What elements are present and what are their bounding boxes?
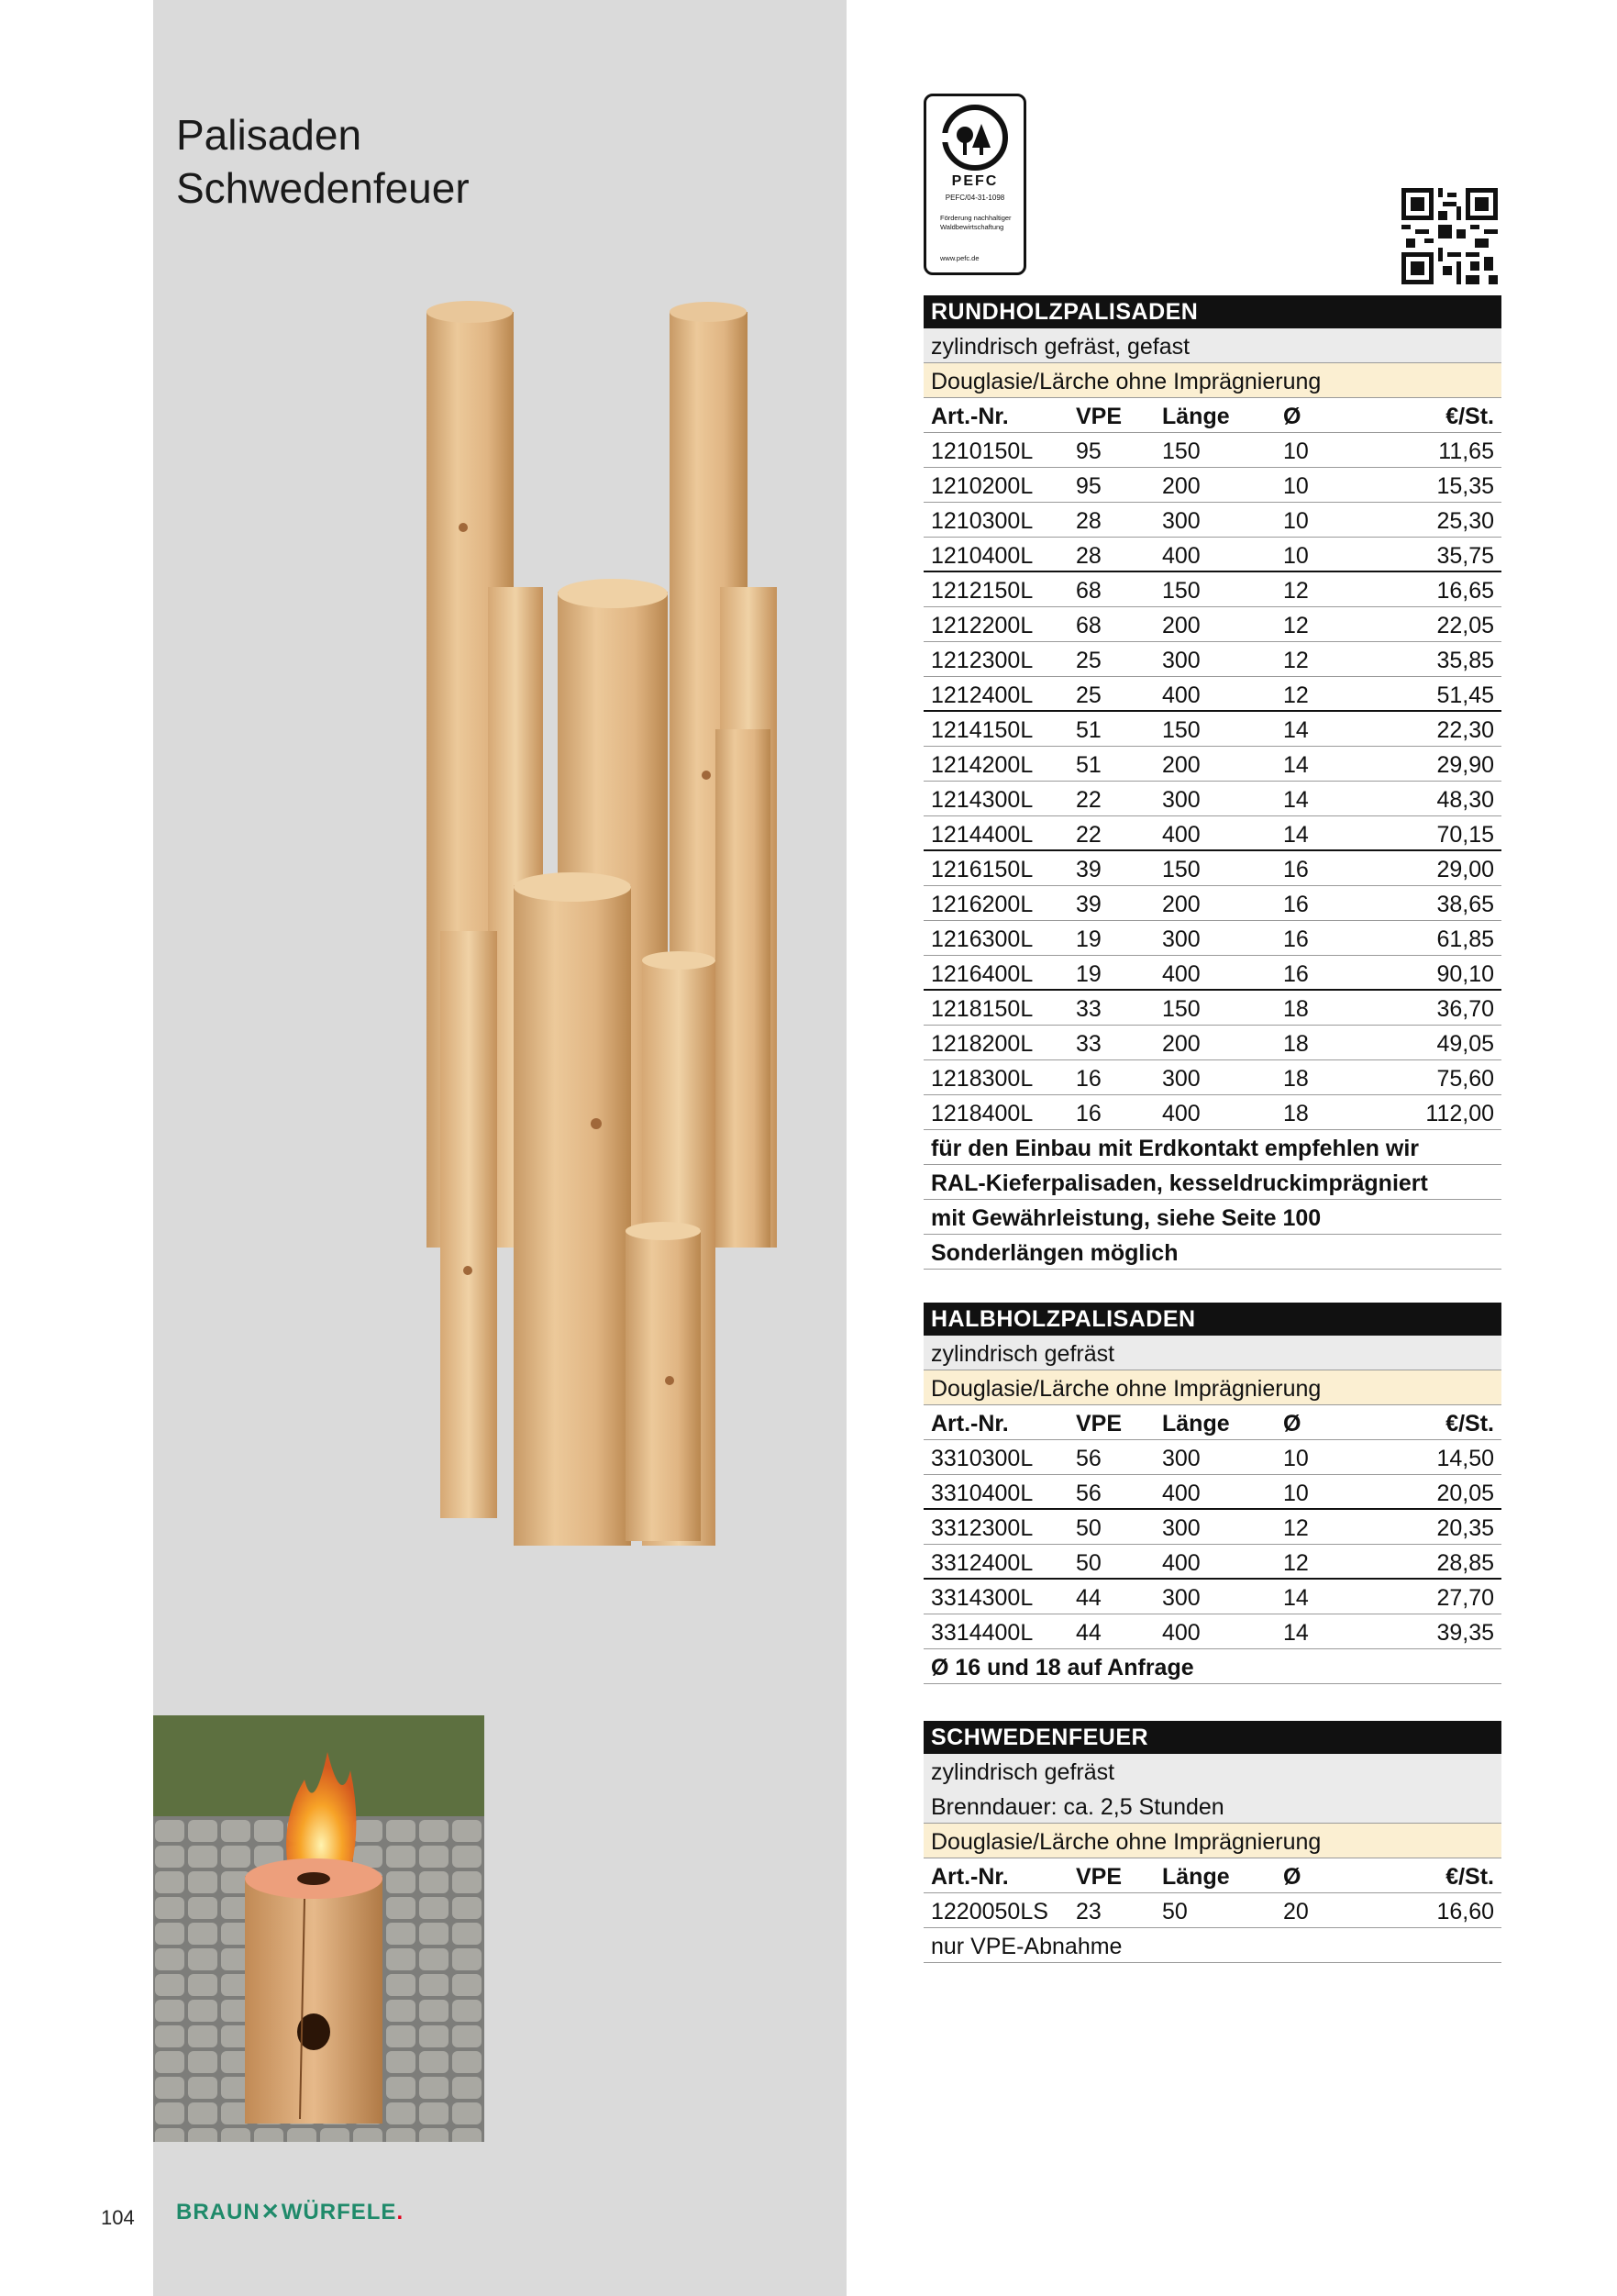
table-note bbox=[924, 1130, 1501, 1165]
table-cell: 200 bbox=[1162, 613, 1201, 638]
table-cell: 19 bbox=[1076, 961, 1102, 987]
table-cell: 1212300L bbox=[931, 648, 1034, 673]
table-cell: 400 bbox=[1162, 822, 1201, 848]
table-cell: 19 bbox=[1076, 926, 1102, 952]
table-cell: 300 bbox=[1162, 1446, 1201, 1471]
table-cell: 28 bbox=[1076, 508, 1102, 534]
table-cell: 12 bbox=[1283, 613, 1309, 638]
table-cell: 14 bbox=[1283, 822, 1309, 848]
rundholz-table bbox=[924, 295, 1501, 1270]
table-row bbox=[924, 991, 1501, 1026]
table-cell: 300 bbox=[1162, 508, 1201, 534]
table-cell: 300 bbox=[1162, 648, 1201, 673]
table-cell: 150 bbox=[1162, 717, 1201, 743]
table-cell: 12 bbox=[1283, 648, 1309, 673]
table-row bbox=[924, 921, 1501, 956]
table-cell: 3314300L bbox=[931, 1585, 1034, 1611]
schwedenfeuer-title: SCHWEDENFEUER bbox=[924, 1721, 1501, 1754]
table-cell: 16,65 bbox=[1436, 578, 1494, 604]
table-row bbox=[924, 816, 1501, 851]
table-cell: 16 bbox=[1283, 926, 1309, 952]
table-cell: 51 bbox=[1076, 752, 1102, 778]
pefc-badge bbox=[924, 94, 1026, 275]
table-cell: 400 bbox=[1162, 682, 1201, 708]
qr-code-icon bbox=[1401, 188, 1498, 284]
table-cell: 48,30 bbox=[1436, 787, 1494, 813]
table-cell: 39 bbox=[1076, 857, 1102, 882]
halbholz-rows bbox=[924, 1440, 1501, 1649]
table-note bbox=[924, 1200, 1501, 1235]
note-text: RAL-Kieferpalisaden, kesseldruckimprägniert bbox=[931, 1170, 1428, 1196]
table-cell: 39,35 bbox=[1436, 1620, 1494, 1646]
table-cell: 33 bbox=[1076, 1031, 1102, 1057]
table-cell: 150 bbox=[1162, 438, 1201, 464]
table-cell: 14 bbox=[1283, 1585, 1309, 1611]
table-cell: 29,00 bbox=[1436, 857, 1494, 882]
rundholz-rows bbox=[924, 433, 1501, 1130]
table-row bbox=[924, 538, 1501, 572]
table-cell: 20,35 bbox=[1436, 1515, 1494, 1541]
table-cell: 1210400L bbox=[931, 543, 1034, 569]
schwedenfeuer-rows bbox=[924, 1893, 1501, 1928]
note-text: Ø 16 und 18 auf Anfrage bbox=[931, 1655, 1194, 1680]
table-cell: 28 bbox=[1076, 543, 1102, 569]
rundholz-column-header: Art.-Nr. VPE Länge Ø €/St. bbox=[924, 398, 1501, 433]
table-row bbox=[924, 851, 1501, 886]
table-cell: 400 bbox=[1162, 1101, 1201, 1126]
table-cell: 14 bbox=[1283, 717, 1309, 743]
halbholz-column-header: Art.-Nr. VPE Länge Ø €/St. bbox=[924, 1405, 1501, 1440]
table-row bbox=[924, 1510, 1501, 1545]
table-cell: 75,60 bbox=[1436, 1066, 1494, 1092]
table-row bbox=[924, 886, 1501, 921]
table-row bbox=[924, 677, 1501, 712]
table-cell: 14 bbox=[1283, 1620, 1309, 1646]
table-cell: 3312400L bbox=[931, 1550, 1034, 1576]
table-note bbox=[924, 1649, 1501, 1684]
table-note bbox=[924, 1165, 1501, 1200]
halbholz-desc: zylindrisch gefräst bbox=[924, 1336, 1501, 1370]
table-cell: 12 bbox=[1283, 1550, 1309, 1576]
table-cell: 29,90 bbox=[1436, 752, 1494, 778]
table-row bbox=[924, 1893, 1501, 1928]
table-cell: 1218400L bbox=[931, 1101, 1034, 1126]
table-cell: 90,10 bbox=[1436, 961, 1494, 987]
table-cell: 200 bbox=[1162, 752, 1201, 778]
table-cell: 16 bbox=[1283, 892, 1309, 917]
halbholz-table bbox=[924, 1303, 1501, 1684]
table-cell: 12 bbox=[1283, 682, 1309, 708]
table-cell: 38,65 bbox=[1436, 892, 1494, 917]
table-cell: 300 bbox=[1162, 1515, 1201, 1541]
table-cell: 10 bbox=[1283, 473, 1309, 499]
table-cell: 400 bbox=[1162, 961, 1201, 987]
table-row bbox=[924, 572, 1501, 607]
table-cell: 95 bbox=[1076, 438, 1102, 464]
table-row bbox=[924, 956, 1501, 991]
table-cell: 150 bbox=[1162, 578, 1201, 604]
table-cell: 1216400L bbox=[931, 961, 1034, 987]
table-cell: 68 bbox=[1076, 578, 1102, 604]
brand-left: BRAUN bbox=[176, 2200, 260, 2224]
schwedenfeuer-wood: Douglasie/Lärche ohne Imprägnierung bbox=[924, 1824, 1501, 1858]
table-cell: 35,75 bbox=[1436, 543, 1494, 569]
table-cell: 3310400L bbox=[931, 1481, 1034, 1506]
table-cell: 1218150L bbox=[931, 996, 1034, 1022]
note-text: mit Gewährleistung, siehe Seite 100 bbox=[931, 1205, 1322, 1231]
rundholz-wood: Douglasie/Lärche ohne Imprägnierung bbox=[924, 363, 1501, 398]
table-cell: 1210150L bbox=[931, 438, 1034, 464]
title-line-1: Palisaden bbox=[176, 111, 362, 159]
table-cell: 18 bbox=[1283, 1031, 1309, 1057]
table-row bbox=[924, 468, 1501, 503]
schwedenfeuer-burn-time: Brenndauer: ca. 2,5 Stunden bbox=[924, 1789, 1501, 1824]
table-cell: 33 bbox=[1076, 996, 1102, 1022]
table-cell: 50 bbox=[1076, 1550, 1102, 1576]
schwedenfeuer-desc: zylindrisch gefräst bbox=[924, 1754, 1501, 1789]
table-cell: 18 bbox=[1283, 1101, 1309, 1126]
table-cell: 3314400L bbox=[931, 1620, 1034, 1646]
table-cell: 23 bbox=[1076, 1899, 1102, 1924]
table-cell: 400 bbox=[1162, 1620, 1201, 1646]
table-cell: 18 bbox=[1283, 1066, 1309, 1092]
page-number: 104 bbox=[101, 2206, 135, 2229]
table-cell: 16 bbox=[1283, 857, 1309, 882]
table-cell: 51 bbox=[1076, 717, 1102, 743]
table-row bbox=[924, 503, 1501, 538]
table-row bbox=[924, 747, 1501, 782]
table-cell: 18 bbox=[1283, 996, 1309, 1022]
table-cell: 49,05 bbox=[1436, 1031, 1494, 1057]
title-line-2: Schwedenfeuer bbox=[176, 164, 470, 212]
table-cell: 16 bbox=[1076, 1101, 1102, 1126]
table-row bbox=[924, 1060, 1501, 1095]
pefc-url: www.pefc.de bbox=[940, 254, 980, 262]
table-cell: 1210300L bbox=[931, 508, 1034, 534]
table-cell: 22,30 bbox=[1436, 717, 1494, 743]
table-cell: 10 bbox=[1283, 1446, 1309, 1471]
table-cell: 14 bbox=[1283, 787, 1309, 813]
table-cell: 25 bbox=[1076, 682, 1102, 708]
table-cell: 16,60 bbox=[1436, 1899, 1494, 1924]
table-row bbox=[924, 1026, 1501, 1060]
table-cell: 22,05 bbox=[1436, 613, 1494, 638]
table-cell: 12 bbox=[1283, 578, 1309, 604]
pefc-word: PEFC bbox=[951, 173, 999, 189]
table-cell: 1212200L bbox=[931, 613, 1034, 638]
table-cell: 22 bbox=[1076, 822, 1102, 848]
table-cell: 39 bbox=[1076, 892, 1102, 917]
brand-dot: . bbox=[396, 2200, 404, 2224]
table-cell: 150 bbox=[1162, 857, 1201, 882]
table-cell: 70,15 bbox=[1436, 822, 1494, 848]
table-cell: 200 bbox=[1162, 1031, 1201, 1057]
table-cell: 400 bbox=[1162, 1481, 1201, 1506]
table-cell: 15,35 bbox=[1436, 473, 1494, 499]
table-cell: 1218300L bbox=[931, 1066, 1034, 1092]
table-cell: 22 bbox=[1076, 787, 1102, 813]
table-cell: 1216300L bbox=[931, 926, 1034, 952]
table-cell: 44 bbox=[1076, 1585, 1102, 1611]
table-cell: 68 bbox=[1076, 613, 1102, 638]
table-cell: 20 bbox=[1283, 1899, 1309, 1924]
table-note bbox=[924, 1928, 1501, 1963]
table-cell: 35,85 bbox=[1436, 648, 1494, 673]
schwedenfeuer-photo bbox=[153, 1715, 484, 2142]
brand-right: WÜRFELE bbox=[281, 2200, 397, 2224]
table-row bbox=[924, 1580, 1501, 1614]
table-cell: 56 bbox=[1076, 1446, 1102, 1471]
pefc-tree-icon bbox=[937, 104, 1013, 172]
table-note bbox=[924, 1235, 1501, 1270]
table-cell: 1214150L bbox=[931, 717, 1034, 743]
table-row bbox=[924, 712, 1501, 747]
brand-cross-icon: ✕ bbox=[260, 2200, 281, 2224]
table-cell: 10 bbox=[1283, 508, 1309, 534]
rundholz-title: RUNDHOLZPALISADEN bbox=[924, 295, 1501, 328]
table-cell: 1212400L bbox=[931, 682, 1034, 708]
table-cell: 20,05 bbox=[1436, 1481, 1494, 1506]
table-cell: 36,70 bbox=[1436, 996, 1494, 1022]
palisade-product-image bbox=[413, 298, 816, 1564]
table-cell: 27,70 bbox=[1436, 1585, 1494, 1611]
page-title bbox=[176, 108, 470, 215]
halbholz-notes bbox=[924, 1649, 1501, 1684]
table-cell: 1214300L bbox=[931, 787, 1034, 813]
rundholz-notes bbox=[924, 1130, 1501, 1270]
table-cell: 51,45 bbox=[1436, 682, 1494, 708]
halbholz-wood: Douglasie/Lärche ohne Imprägnierung bbox=[924, 1370, 1501, 1405]
table-cell: 1214200L bbox=[931, 752, 1034, 778]
table-row bbox=[924, 433, 1501, 468]
table-cell: 50 bbox=[1162, 1899, 1188, 1924]
table-cell: 300 bbox=[1162, 1066, 1201, 1092]
halbholz-title: HALBHOLZPALISADEN bbox=[924, 1303, 1501, 1336]
table-cell: 3312300L bbox=[931, 1515, 1034, 1541]
table-cell: 10 bbox=[1283, 543, 1309, 569]
table-cell: 1220050LS bbox=[931, 1899, 1048, 1924]
table-cell: 56 bbox=[1076, 1481, 1102, 1506]
table-cell: 12 bbox=[1283, 1515, 1309, 1541]
pefc-text: Förderung nachhaltiger Waldbewirtschaftung bbox=[940, 214, 1012, 231]
table-cell: 3310300L bbox=[931, 1446, 1034, 1471]
table-cell: 16 bbox=[1283, 961, 1309, 987]
table-cell: 14,50 bbox=[1436, 1446, 1494, 1471]
table-cell: 1216150L bbox=[931, 857, 1034, 882]
table-cell: 16 bbox=[1076, 1066, 1102, 1092]
table-row bbox=[924, 642, 1501, 677]
table-cell: 44 bbox=[1076, 1620, 1102, 1646]
table-cell: 200 bbox=[1162, 473, 1201, 499]
table-cell: 28,85 bbox=[1436, 1550, 1494, 1576]
table-cell: 300 bbox=[1162, 787, 1201, 813]
table-cell: 1218200L bbox=[931, 1031, 1034, 1057]
table-row bbox=[924, 1545, 1501, 1580]
table-cell: 400 bbox=[1162, 543, 1201, 569]
table-row bbox=[924, 1475, 1501, 1510]
table-row bbox=[924, 1614, 1501, 1649]
table-cell: 1216200L bbox=[931, 892, 1034, 917]
table-row bbox=[924, 1440, 1501, 1475]
schwedenfeuer-notes bbox=[924, 1928, 1501, 1963]
table-cell: 300 bbox=[1162, 1585, 1201, 1611]
table-cell: 150 bbox=[1162, 996, 1201, 1022]
schwedenfeuer-table bbox=[924, 1721, 1501, 1963]
note-text: nur VPE-Abnahme bbox=[931, 1934, 1123, 1959]
pefc-code: PEFC/04-31-1098 bbox=[945, 194, 1005, 202]
table-cell: 400 bbox=[1162, 1550, 1201, 1576]
table-row bbox=[924, 1095, 1501, 1130]
table-row bbox=[924, 782, 1501, 816]
table-cell: 1210200L bbox=[931, 473, 1034, 499]
brand-logo bbox=[176, 2199, 404, 2225]
table-cell: 25 bbox=[1076, 648, 1102, 673]
table-cell: 10 bbox=[1283, 1481, 1309, 1506]
table-cell: 11,65 bbox=[1438, 438, 1494, 464]
table-cell: 25,30 bbox=[1436, 508, 1494, 534]
table-cell: 200 bbox=[1162, 892, 1201, 917]
schwedenfeuer-column-header: Art.-Nr. VPE Länge Ø €/St. bbox=[924, 1858, 1501, 1893]
table-cell: 14 bbox=[1283, 752, 1309, 778]
table-cell: 112,00 bbox=[1425, 1101, 1494, 1126]
table-cell: 61,85 bbox=[1436, 926, 1494, 952]
table-cell: 1214400L bbox=[931, 822, 1034, 848]
note-text: für den Einbau mit Erdkontakt empfehlen wir bbox=[931, 1136, 1420, 1161]
table-cell: 50 bbox=[1076, 1515, 1102, 1541]
table-cell: 1212150L bbox=[931, 578, 1034, 604]
rundholz-desc: zylindrisch gefräst, gefast bbox=[924, 328, 1501, 363]
table-cell: 300 bbox=[1162, 926, 1201, 952]
table-cell: 10 bbox=[1283, 438, 1309, 464]
note-text: Sonderlängen möglich bbox=[931, 1240, 1179, 1266]
table-row bbox=[924, 607, 1501, 642]
table-cell: 95 bbox=[1076, 473, 1102, 499]
